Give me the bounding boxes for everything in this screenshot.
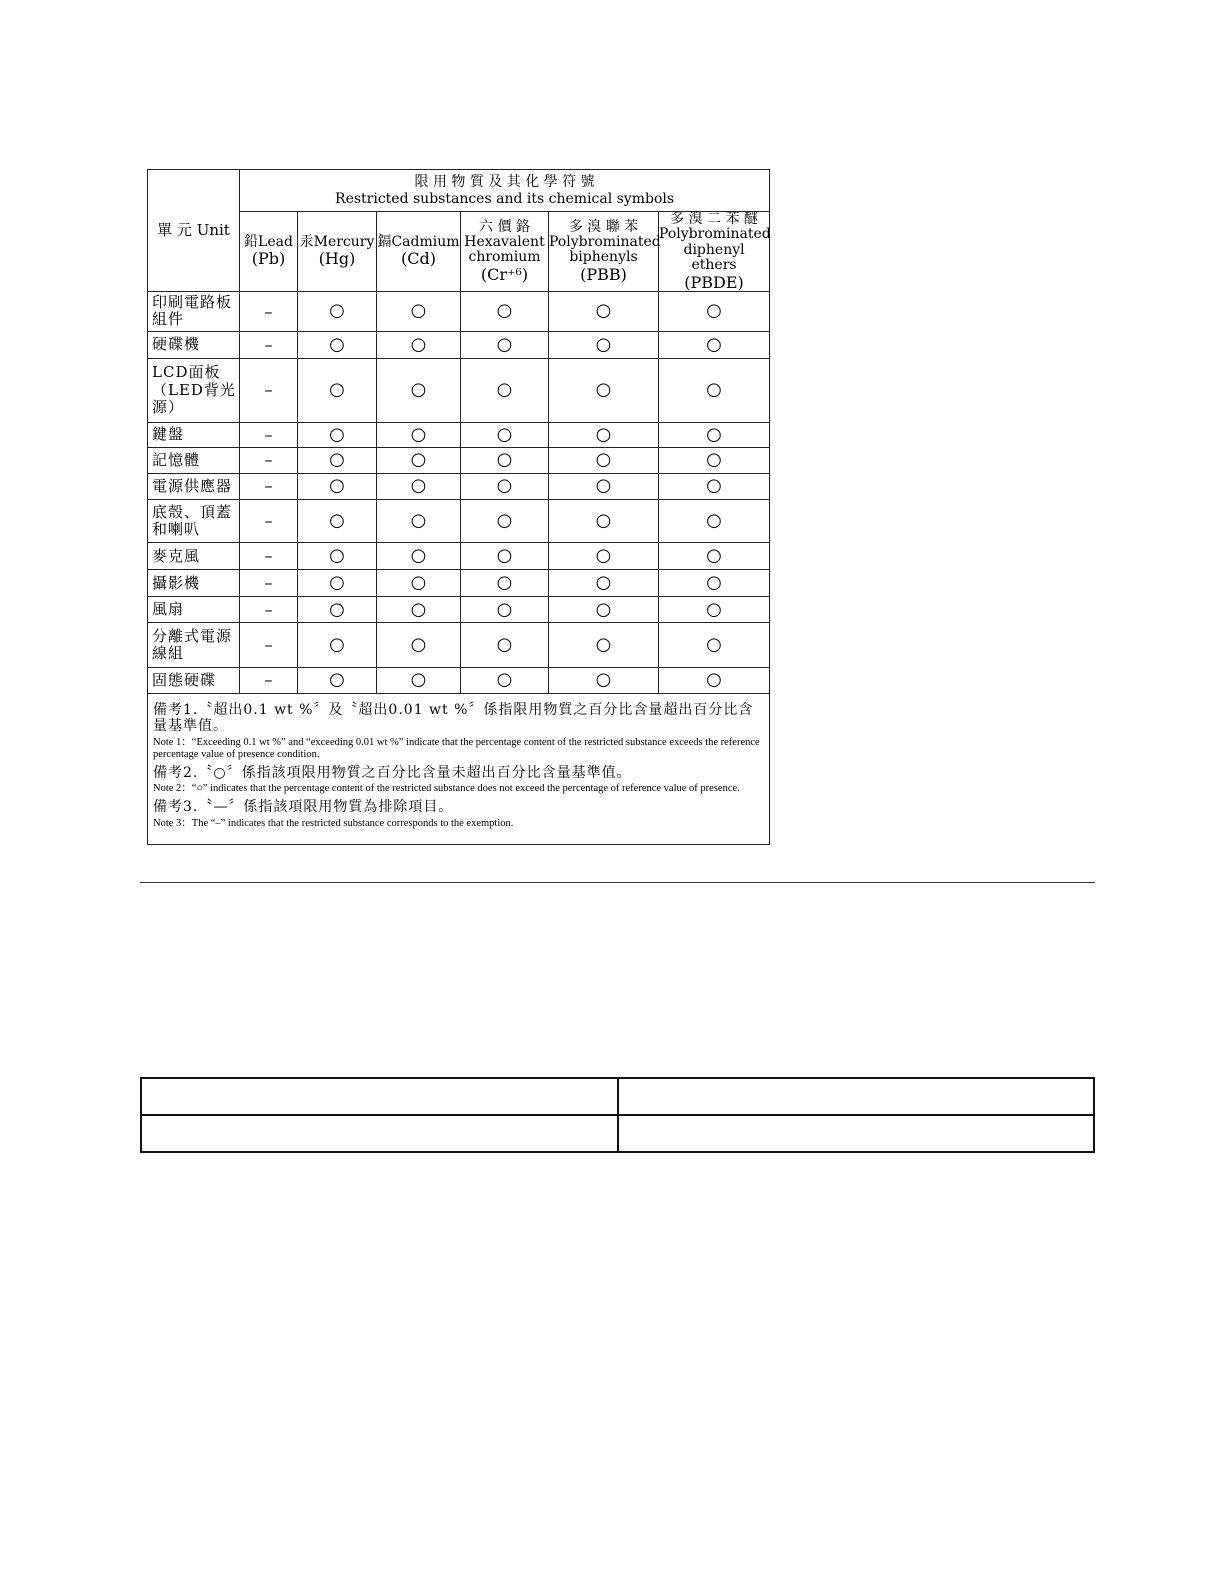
part-name-cell: 鍵盤 [148,422,240,447]
compliant-mark-cell: ○ [377,597,461,623]
compliant-mark-cell: ○ [377,543,461,570]
exemption-mark-cell: – [240,473,298,499]
table-row [148,292,770,331]
compliant-mark-cell: ○ [461,667,549,693]
table-row [148,597,770,623]
compliant-mark-cell: ○ [298,358,377,422]
compliant-mark-cell: ○ [549,499,659,543]
table-row [148,570,770,597]
horizontal-divider [140,882,1095,883]
exemption-mark-cell: – [240,292,298,331]
empty-table [140,1077,1095,1153]
compliant-mark-cell: ○ [377,331,461,358]
table-row [148,447,770,473]
compliant-mark-cell: ○ [377,623,461,668]
table-cell [141,1115,618,1152]
compliant-mark-cell: ○ [298,570,377,597]
compliant-mark-cell: ○ [659,597,770,623]
part-name-cell: 風扇 [148,597,240,623]
compliant-mark-cell: ○ [461,570,549,597]
table-row [141,1115,1094,1152]
compliant-mark-cell: ○ [377,499,461,543]
compliant-mark-cell: ○ [549,623,659,668]
compliant-mark-cell: ○ [659,447,770,473]
exemption-mark-cell: – [240,499,298,543]
compliant-mark-cell: ○ [549,473,659,499]
table-row [148,499,770,543]
compliant-mark-cell: ○ [659,667,770,693]
substance-header-hexavalent-chromium: 六 價 鉻 Hexavalent chromium (Cr⁺⁶) [461,212,549,292]
compliant-mark-cell: ○ [377,570,461,597]
compliant-mark-cell: ○ [461,543,549,570]
compliant-mark-cell: ○ [461,623,549,668]
part-name-cell: LCD面板（LED背光源） [148,358,240,422]
compliant-mark-cell: ○ [298,667,377,693]
table-row [148,473,770,499]
compliant-mark-cell: ○ [549,597,659,623]
table-row [148,422,770,447]
table-row [148,543,770,570]
compliant-mark-cell: ○ [659,570,770,597]
compliant-mark-cell: ○ [549,292,659,331]
part-name-cell: 麥克風 [148,543,240,570]
compliant-mark-cell: ○ [549,543,659,570]
part-name-cell: 硬碟機 [148,331,240,358]
compliant-mark-cell: ○ [377,292,461,331]
compliant-mark-cell: ○ [298,499,377,543]
compliant-mark-cell: ○ [549,331,659,358]
compliant-mark-cell: ○ [549,570,659,597]
exemption-mark-cell: – [240,597,298,623]
note-1-en: Note 1：“Exceeding 0.1 wt %” and “exceeding 0.01 wt %” indicate that the percentage content of the restricted substance exceeds the reference percentage value of presence condition. [153,736,760,760]
group-title-en: Restricted substances and its chemical symbols [335,190,675,207]
note-3-zh: 備考3.〝—〞係指該項限用物質為排除項目。 [153,799,454,816]
substance-header-pbde: 多 溴 二 苯 醚 Polybrominated diphenyl ethers (PBDE) [659,211,771,292]
compliant-mark-cell: ○ [298,292,377,331]
note-1-zh: 備考1.〝超出0.1 wt %〞及〝超出0.01 wt %〞係指限用物質之百分比含量超出百分比含量基準值。 [153,701,754,735]
exemption-mark-cell: – [240,543,298,570]
table-row [141,1078,1094,1115]
substance-header-cadmium: 鎘Cadmium (Cd) [377,212,461,292]
substance-header-pbb: 多 溴 聯 苯 Polybrominated biphenyls (PBB) [549,212,659,292]
part-name-cell: 底殼、頂蓋和喇叭 [148,499,240,543]
compliant-mark-cell: ○ [659,358,770,422]
table-row [148,623,770,668]
exemption-mark-cell: – [240,623,298,668]
compliant-mark-cell: ○ [549,422,659,447]
compliant-mark-cell: ○ [377,422,461,447]
part-name-cell: 固態硬碟 [148,667,240,693]
compliant-mark-cell: ○ [461,422,549,447]
compliant-mark-cell: ○ [461,292,549,331]
compliant-mark-cell: ○ [659,499,770,543]
compliant-mark-cell: ○ [461,447,549,473]
compliant-mark-cell: ○ [659,473,770,499]
compliant-mark-cell: ○ [549,358,659,422]
table-body [148,292,770,694]
substances-group-header [240,170,770,212]
compliant-mark-cell: ○ [461,499,549,543]
note-2-zh: 備考2.〝○〞係指該項限用物質之百分比含量未超出百分比含量基準值。 [153,764,632,781]
compliant-mark-cell: ○ [549,667,659,693]
table-row [148,667,770,693]
part-name-cell: 電源供應器 [148,473,240,499]
table-cell [618,1115,1095,1152]
compliant-mark-cell: ○ [377,667,461,693]
substance-header-mercury: 汞Mercury (Hg) [298,212,377,292]
compliant-mark-cell: ○ [298,543,377,570]
part-name-cell: 分離式電源線組 [148,623,240,668]
exemption-mark-cell: – [240,667,298,693]
compliant-mark-cell: ○ [659,543,770,570]
note-3-en: Note 3：The “–” indicates that the restricted substance corresponds to the exemption. [153,817,514,829]
compliant-mark-cell: ○ [659,292,770,331]
compliant-mark-cell: ○ [461,331,549,358]
table-cell [618,1078,1095,1115]
part-name-cell: 印刷電路板組件 [148,292,240,331]
exemption-mark-cell: – [240,358,298,422]
substance-header-row [148,212,770,292]
table-row [148,331,770,358]
compliant-mark-cell: ○ [377,358,461,422]
exemption-mark-cell: – [240,331,298,358]
compliant-mark-cell: ○ [298,331,377,358]
compliant-mark-cell: ○ [461,473,549,499]
note-2-en: Note 2：“○” indicates that the percentage content of the restricted substance does not exceed the percentage of reference value of presence. [153,783,740,795]
compliant-mark-cell: ○ [298,597,377,623]
compliant-mark-cell: ○ [298,623,377,668]
notes-cell [148,693,770,844]
exemption-mark-cell: – [240,570,298,597]
part-name-cell: 攝影機 [148,570,240,597]
compliant-mark-cell: ○ [659,331,770,358]
compliant-mark-cell: ○ [461,358,549,422]
compliant-mark-cell: ○ [298,422,377,447]
exemption-mark-cell: – [240,447,298,473]
compliant-mark-cell: ○ [549,447,659,473]
group-title-zh: 限 用 物 質 及 其 化 學 符 號 [414,174,595,191]
restricted-substances-table [147,169,770,845]
compliant-mark-cell: ○ [298,473,377,499]
table-cell [141,1078,618,1115]
exemption-mark-cell: – [240,422,298,447]
compliant-mark-cell: ○ [377,473,461,499]
compliant-mark-cell: ○ [377,447,461,473]
table-row [148,358,770,422]
unit-header: 單 元 Unit [148,170,240,292]
part-name-cell: 記憶體 [148,447,240,473]
compliant-mark-cell: ○ [461,597,549,623]
substance-header-lead: 鉛Lead (Pb) [240,212,298,292]
compliant-mark-cell: ○ [659,623,770,668]
compliant-mark-cell: ○ [298,447,377,473]
compliant-mark-cell: ○ [659,422,770,447]
